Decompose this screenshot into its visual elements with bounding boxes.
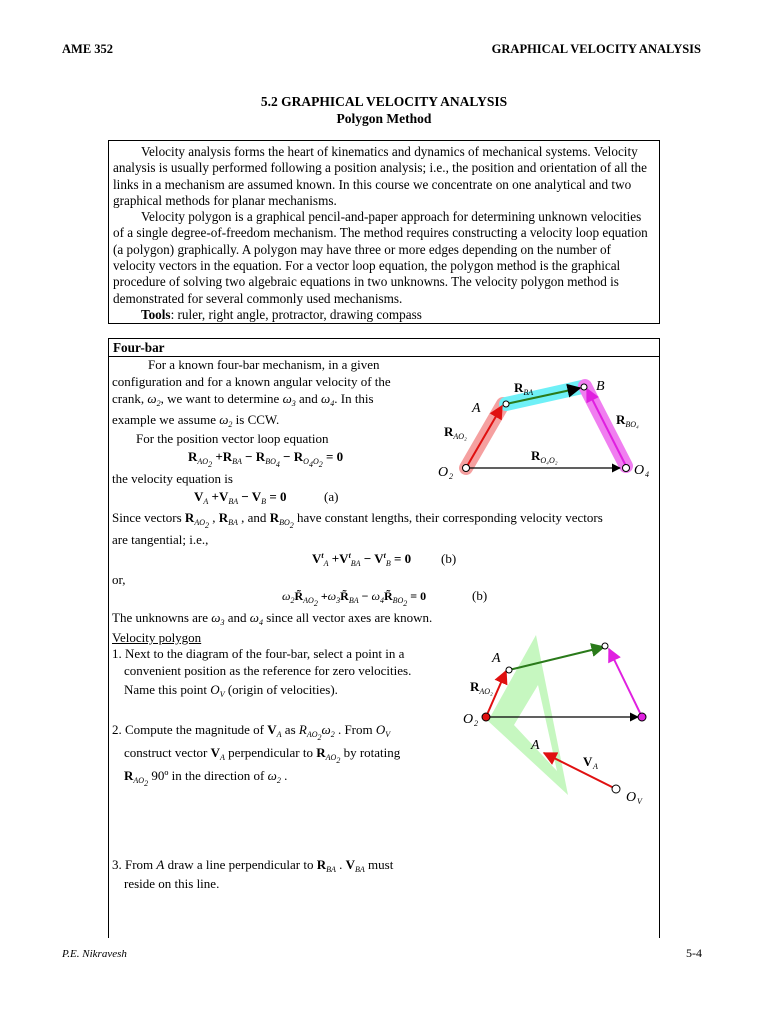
l3c: and <box>299 391 318 406</box>
label-o2-sub: 2 <box>449 472 453 481</box>
l4a: example we assume <box>112 412 216 427</box>
fourbar-line-5: For the position vector loop equation <box>136 431 329 446</box>
step-3-line-2: reside on this line. <box>124 876 220 891</box>
pivot-o4 <box>638 713 646 721</box>
l3a: crank, <box>112 391 145 406</box>
pivot-o2 <box>482 713 490 721</box>
label-r-o4o2: $R_{O_4O_2}$ <box>531 448 558 465</box>
tools-text: : ruler, right angle, protractor, drawing compass <box>170 306 422 322</box>
l10b: and <box>227 610 247 625</box>
section-title: 5.2 GRAPHICAL VELOCITY ANALYSIS <box>260 94 508 109</box>
l7c: have constant lengths, their corresponding velocity vectors <box>297 510 603 525</box>
l7b: , and <box>241 510 267 525</box>
fourbar-header <box>109 339 659 357</box>
s2g: 90º in the direction of <box>151 768 265 783</box>
joint-a <box>506 667 512 673</box>
l4b: is CCW. <box>235 412 280 427</box>
position-loop-equation: $R_{AO_2} +R_{BA} - R_{BO_4} - R_{O_4O_2} = 0$ <box>188 449 344 469</box>
velocity-polygon-heading: Velocity polygon <box>112 630 202 645</box>
s3b: draw a line perpendicular to <box>167 857 314 872</box>
fourbar-line-6: the velocity equation is <box>112 471 233 486</box>
label-o2: O <box>463 712 474 727</box>
angular-equation: $\omega_2R̃_{AO_2}$ $+\omega_3R̃_{BA}$ − $\omega_4R̃_{BO_2} = 0$ <box>282 589 427 608</box>
s1c: Name this point <box>124 682 208 697</box>
header-topic: GRAPHICAL VELOCITY ANALYSIS <box>491 42 701 56</box>
s2c: . From <box>337 722 373 737</box>
fourbar-line-4: example we assume $\omega_2$ is CCW. <box>112 412 280 429</box>
fourbar-diagram <box>420 360 660 490</box>
page-number: 5-4 <box>686 946 702 960</box>
l10c: since all vector axes are known. <box>266 610 433 625</box>
fourbar-line-7: Since vectors $R_{AO_2}$ , $R_{BA}$ , and $R_{BO_2}$ have constant lengths, their corresponding velocity vectors <box>112 510 603 530</box>
s1d: (origin of velocities). <box>227 682 338 697</box>
header-course: AME 352 <box>62 42 114 56</box>
s3a: 3. From <box>112 857 154 872</box>
label-r-ao2: $R_{AO_2}$ <box>470 679 493 696</box>
tools-label: Tools <box>141 306 171 322</box>
fourbar-line-2: configuration and for a known angular velocity of the <box>112 374 391 389</box>
step-2-line-3: $R_{AO_2}$ 90º in the direction of $\omega_2$ . <box>124 768 288 788</box>
fourbar-line-1: For a known four-bar mechanism, in a given <box>148 357 380 372</box>
tools-line <box>113 307 655 323</box>
section-subtitle: Polygon Method <box>336 111 432 126</box>
l3b: , we want to determine <box>160 391 280 406</box>
r-bo4-line <box>609 649 642 717</box>
label-va: V <box>583 754 593 769</box>
label-va-sub: A <box>593 762 598 771</box>
l3d: . In this <box>334 391 374 406</box>
eq-label-b2: (b) <box>472 588 488 603</box>
step-2-line-2: construct vector $V_A$ perpendicular to $R_{AO_2}$ by rotating <box>124 745 401 765</box>
s2d: construct vector <box>124 745 208 760</box>
page-title <box>0 93 768 127</box>
label-a-top: A <box>492 651 501 666</box>
fourbar-line-8: are tangential; i.e., <box>112 532 209 547</box>
footer-author: P.E. Nikravesh <box>62 948 127 960</box>
label-a: A <box>472 401 481 416</box>
joint-b <box>581 384 587 390</box>
velocity-equation: $V_A +V_{BA} - V_B = 0$ <box>194 489 287 506</box>
label-r-ba: $R_{BA}$ <box>514 380 534 397</box>
pivot-o4 <box>623 465 630 472</box>
label-o4-sub: 4 <box>645 470 649 479</box>
s2e: perpendicular to <box>228 745 313 760</box>
s2b: as <box>284 722 296 737</box>
joint-b <box>602 643 608 649</box>
label-ov: O <box>626 790 637 805</box>
step-3-line-1: 3. From A draw a line perpendicular to $R_{BA}$ . $V_{BA}$ must <box>112 857 394 874</box>
step-1-line-2: convenient position as the reference for zero velocities. <box>124 663 412 678</box>
label-ov-sub: V <box>637 797 642 806</box>
step-1-line-1: 1. Next to the diagram of the four-bar, select a point in a <box>112 646 405 661</box>
intro-paragraph-1: Velocity analysis forms the heart of kinematics and dynamics of mechanical systems. Velocity analysis is usually performed following a position analysis; i.e., the position and orientation of all the links in a mechanism are assumed known. In this course we concentrate on one analytical and two graphical methods for planar mechanisms. <box>113 144 647 208</box>
label-b: B <box>596 379 605 394</box>
fourbar-line-3: crank, $\omega_2$, we want to determine $\omega_3$ and $\omega_4$. In this <box>112 391 374 408</box>
label-a-tip: A <box>531 738 540 753</box>
s2a: 2. Compute the magnitude of <box>112 722 265 737</box>
step-2-line-1: 2. Compute the magnitude of $V_A$ as $R_{AO_2}\omega_2$ . From $O_V$ <box>112 722 391 742</box>
intro-box <box>108 140 660 324</box>
intro-paragraph-2: Velocity polygon is a graphical pencil-and-paper approach for determining unknown velocities of a single degree-of-freedom mechanism. The method requires constructing a velocity loop equation (a polygon) graphically. A polygon may have three or more edges depending on the number of velocity vectors in the equation. For a vector loop equation, the polygon method is the graphical procedure of solving two algebraic equations in two unknowns. The velocity polygon method is demonstrated for several commonly used mechanisms. <box>113 209 648 306</box>
origin-ov <box>612 785 620 793</box>
label-o2-sub: 2 <box>474 719 478 728</box>
r-bo4-vector <box>587 389 626 466</box>
l7a: Since vectors <box>112 510 182 525</box>
fourbar-heading: Four-bar <box>113 340 165 355</box>
step-1-line-3: Name this point $O_V$ (origin of velocities). <box>124 682 338 699</box>
label-o4: O <box>634 463 645 478</box>
s3c: must <box>368 857 394 872</box>
velocity-polygon-diagram <box>450 625 660 825</box>
eq-label-a: (a) <box>324 489 339 504</box>
label-o2: O <box>438 465 449 480</box>
joint-a <box>503 401 509 407</box>
s2f: by rotating <box>343 745 401 760</box>
l10a: The unknowns are <box>112 610 209 625</box>
fourbar-line-10: The unknowns are $\omega_3$ and $\omega_4$ since all vector axes are known. <box>112 610 433 627</box>
fourbar-line-9: or, <box>112 572 126 587</box>
tangential-equation: $V^t_A +V^t_{BA} - V^t_B = 0$ <box>312 551 412 568</box>
label-r-bo4: $R_{BO_4}$ <box>616 412 639 429</box>
label-r-ao2: $R_{AO_2}$ <box>444 424 467 441</box>
eq-label-b: (b) <box>441 551 457 566</box>
pivot-o2 <box>463 465 470 472</box>
